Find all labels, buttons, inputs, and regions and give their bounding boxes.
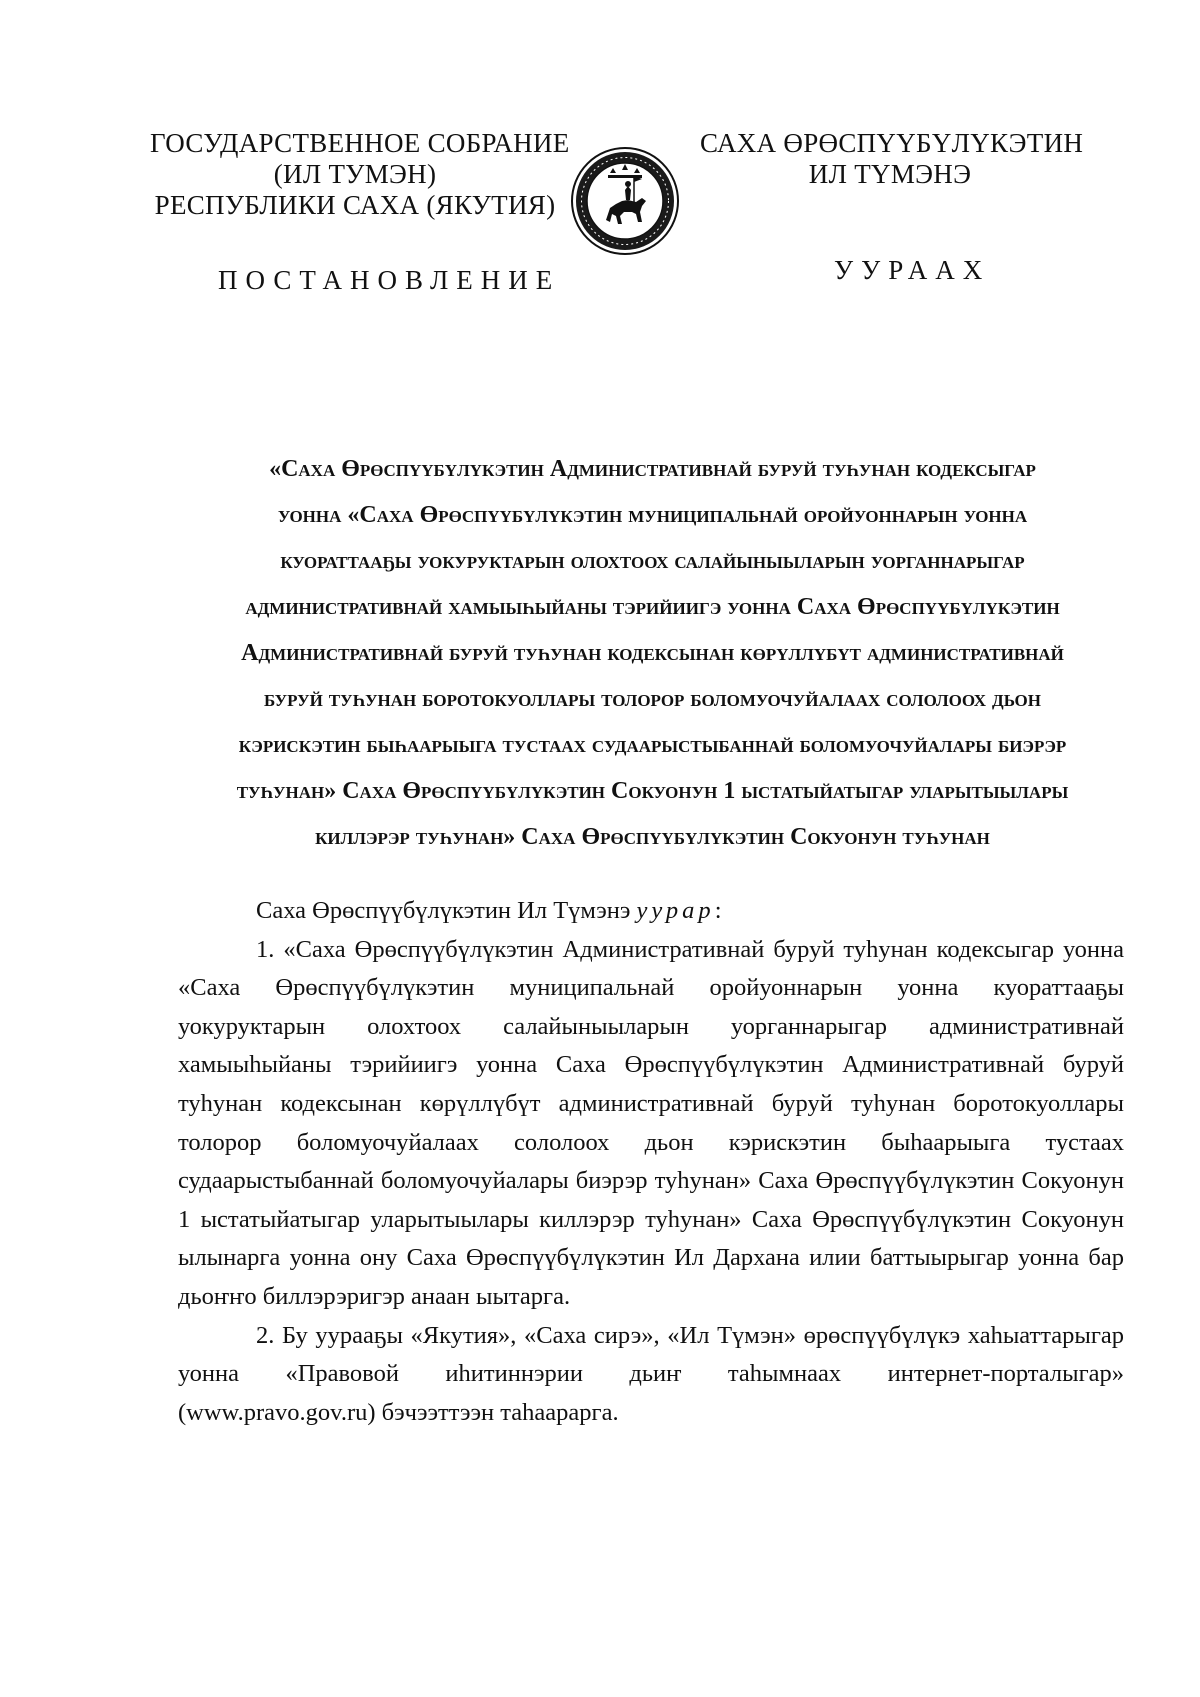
title-line: буруй туһунан боротокуоллары толорор боломуочуйалаах сололоох дьон bbox=[264, 686, 1041, 712]
header-right-line: САХА ӨРӨСПҮҮБҮЛҮКЭТИН bbox=[700, 128, 1084, 158]
header-yakut-org bbox=[700, 128, 1084, 190]
intro-verb: уурар bbox=[636, 897, 715, 924]
doc-type-yakut: УУРААХ bbox=[834, 255, 991, 285]
title-line: куораттааҕы уокуруктарын олохтоох салайыныыларын уорганнарыгар bbox=[280, 548, 1025, 574]
intro-suffix: : bbox=[714, 897, 722, 924]
header-left-line: (ИЛ ТУМЭН) bbox=[273, 159, 437, 189]
title-line: «Саха Өрөспүүбүлүкэтин Административнай буруй туһунан кодексыгар bbox=[269, 456, 1036, 482]
intro-prefix: Саха Өрөспүүбүлүкэтин Ил Түмэнэ bbox=[256, 897, 631, 924]
doc-type-russian: ПОСТАНОВЛЕНИЕ bbox=[218, 265, 561, 295]
header-left-line: ГОСУДАРСТВЕННОЕ СОБРАНИЕ bbox=[150, 128, 570, 158]
sakha-coat-of-arms-icon bbox=[570, 146, 680, 256]
title-line: киллэрэр туһунан» Саха Өрөспүүбүлүкэтин Сокуонун туһунан bbox=[315, 824, 990, 850]
title-line: административнай хамыыһыйаны тэрийиигэ уонна Саха Өрөспүүбүлүкэтин bbox=[245, 594, 1060, 620]
document-title bbox=[170, 446, 1135, 860]
header-russian-org bbox=[150, 128, 570, 221]
title-line: туһунан» Саха Өрөспүүбүлүкэтин Сокуонун 1 ыстатыйатыгар уларытыылары bbox=[236, 778, 1069, 804]
intro-line bbox=[178, 892, 1124, 931]
title-line: Административнай буруй туһунан кодексынан көрүллүбүт административнай bbox=[241, 640, 1064, 666]
document-body bbox=[178, 892, 1124, 1432]
paragraph-1: 1. «Саха Өрөспүүбүлүкэтин Административнай буруй туһунан кодексыгар уонна «Саха Өрөспүүбүлүкэтин муниципальнай оройуоннарын уонна куораттааҕы уокуруктарын олохтоох салайыныыларын уорганнарыгар административнай хамыыһыйаны тэрийиигэ уонна Саха Өрөспүүбүлүкэтин Административнай буруй туһунан кодексынан көрүллүбүт административнай буруй туһунан боротокуоллары толорор боломуочуйалаах сололоох дьон кэрискэтин быһаарыыга тустаах судаарыстыбаннай боломуочуйалары биэрэр туһунан» Саха Өрөспүүбүлүкэтин Сокуонун 1 ыстатыйатыгар уларытыылары киллэрэр туһунан» Саха Өрөспүүбүлүкэтин Сокуонун ылынарга уонна ону Саха Өрөспүүбүлүкэтин Ил Дархана илии баттыырыгар уонна бар дьоҥҥо биллэрэригэр анаан ыытарга. bbox=[178, 935, 1124, 1310]
header-right-line: ИЛ ТҮМЭНЭ bbox=[808, 159, 972, 189]
title-line: уонна «Саха Өрөспүүбүлүкэтин муниципальнай оройуоннарын уонна bbox=[277, 502, 1028, 528]
title-line: кэрискэтин быһаарыыга тустаах судаарыстыбаннай боломуочуйалары биэрэр bbox=[238, 732, 1067, 758]
header-left-line: РЕСПУБЛИКИ САХА (ЯКУТИЯ) bbox=[154, 190, 556, 220]
paragraph-2: 2. Бу уурааҕы «Якутия», «Саха сирэ», «Ил Түмэн» өрөспүүбүлүкэ хаһыаттарыгар уонна «Правовой иһитиннэрии дьиҥ таһымнаах интернет-порталыгар» (www.pravo.gov.ru) бэчээттээн таһаарарга. bbox=[178, 1321, 1124, 1426]
